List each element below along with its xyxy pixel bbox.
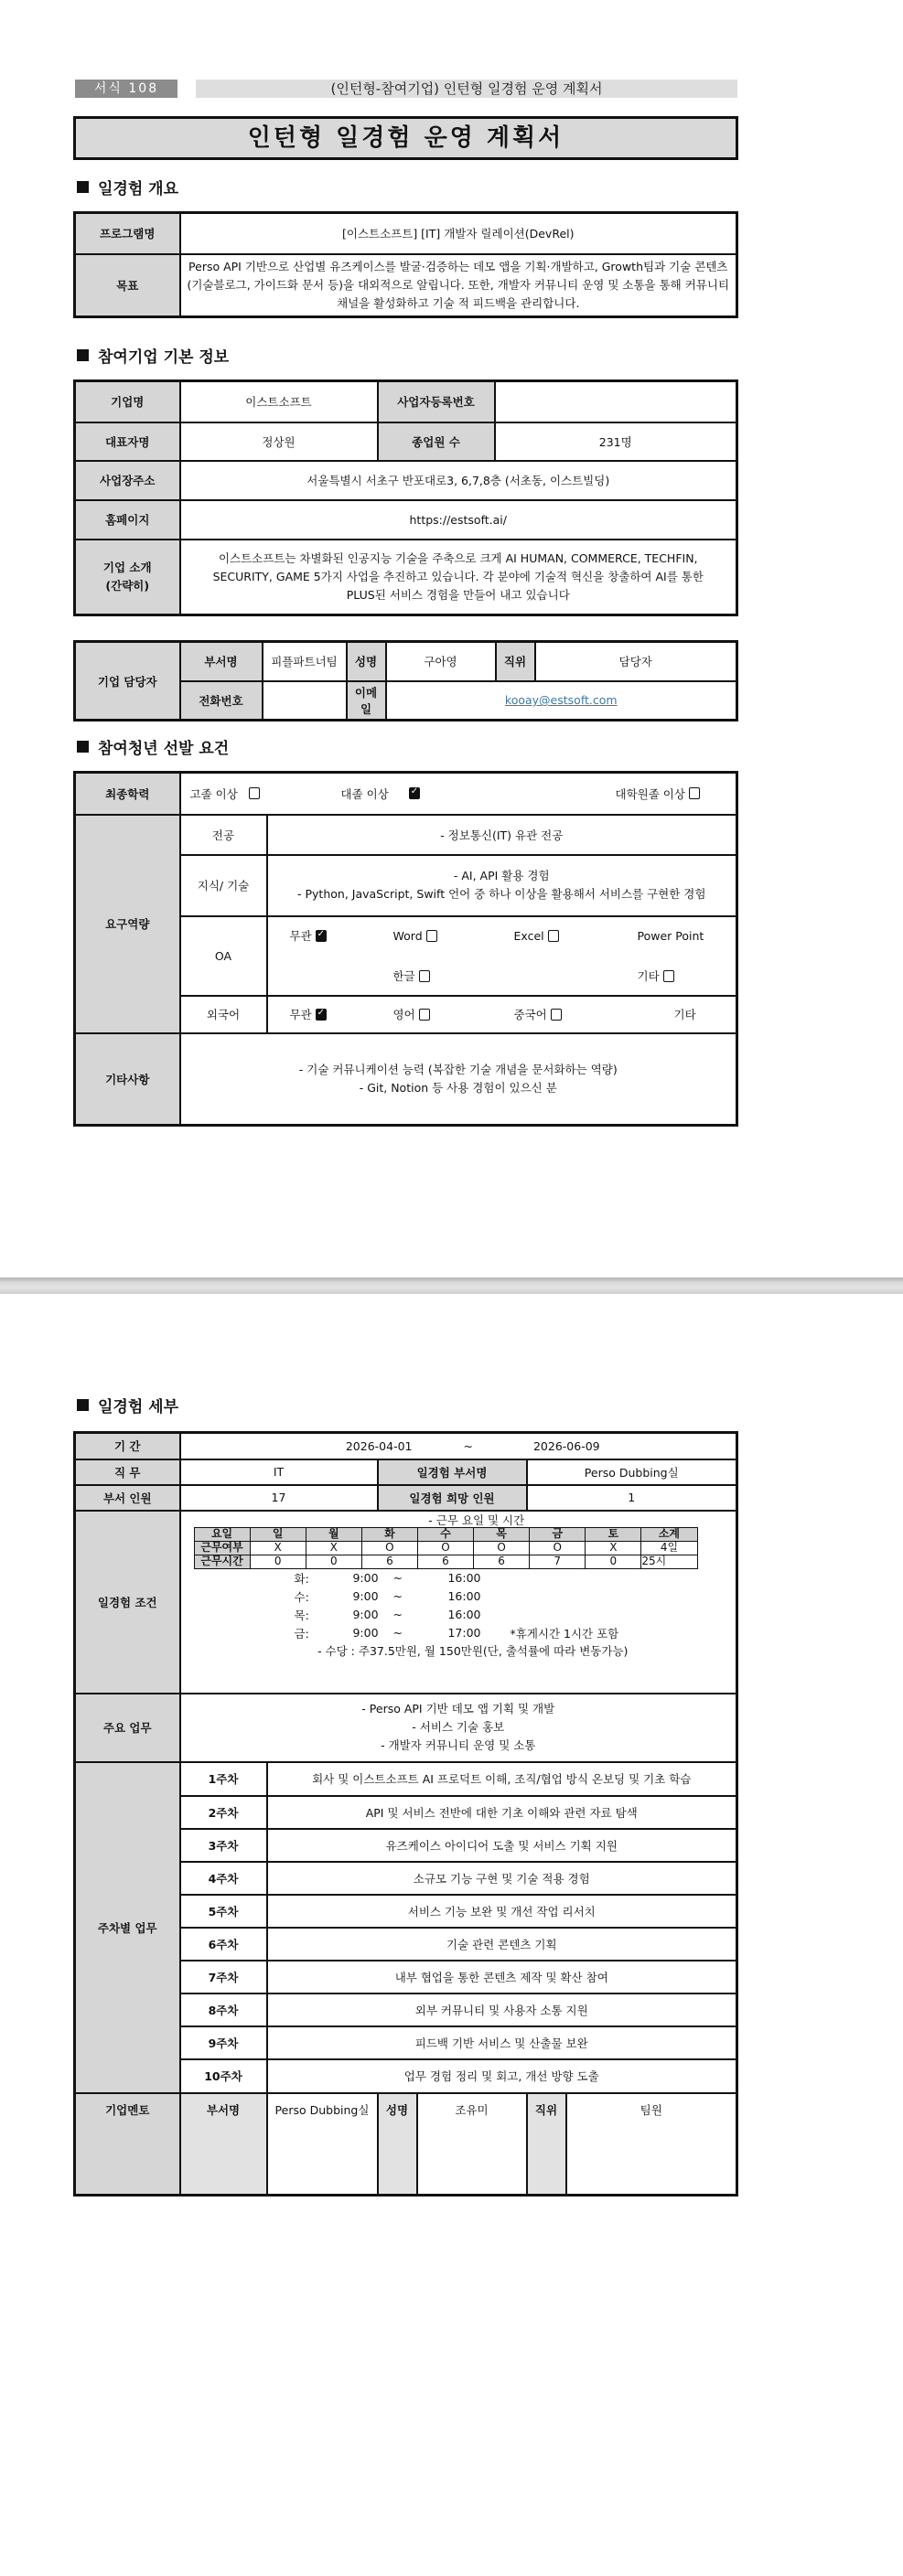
checkbox-unchecked-icon[interactable] [426, 930, 437, 942]
option-label: 기타 [673, 1008, 696, 1021]
time-end: 17:00 [447, 1626, 481, 1640]
schedule-cell: 6 [417, 1555, 473, 1568]
checkbox-unchecked-icon[interactable] [689, 787, 700, 799]
option-label: 무관 [289, 1008, 312, 1021]
week-task: 회사 및 이스트소프트 AI 프로덕트 이해, 조직/협업 방식 온보딩 및 기초 학습 [267, 1762, 737, 1796]
oa-option-powerpoint[interactable] [638, 929, 704, 943]
week-task: 외부 커뮤니티 및 사용자 소통 지원 [267, 1993, 737, 2026]
oa-label: OA [180, 916, 267, 996]
schedule-cell: 0 [250, 1555, 306, 1568]
schedule-cell: 일 [250, 1527, 306, 1541]
checkbox-unchecked-icon[interactable] [249, 787, 260, 799]
break-time-note: *휴게시간 1시간 포함 [510, 1626, 619, 1641]
allowance-text: - 수당 : 주37.5만원, 월 150만원(단, 출석률에 따라 변동가능) [317, 1643, 629, 1658]
main-task-line: - Perso API 기반 데모 앱 기획 및 개발 [361, 1702, 555, 1716]
contact-name-value: 구아영 [386, 642, 496, 681]
weekly-label: 주차별 업무 [75, 1762, 180, 2093]
form-subtitle: (인턴형-참여기업) 인턴형 일경험 운영 계획서 [196, 80, 737, 98]
schedule-header-row [194, 1527, 697, 1541]
schedule-cell: 근무시간 [194, 1555, 250, 1568]
conditions-label: 일경험 조건 [75, 1511, 180, 1694]
week-number: 5주차 [180, 1895, 267, 1928]
intro-label-line: (간략히) [105, 578, 150, 593]
schedule-cell: 4일 [641, 1541, 697, 1555]
section-title: 일경험 개요 [98, 180, 179, 198]
week-task: 기술 관련 콘텐츠 기획 [267, 1928, 737, 1961]
etc-line: - 기술 커뮤니케이션 능력 (복잡한 기술 개념을 문서화하는 역량) [298, 1062, 618, 1076]
schedule-cell: 수 [417, 1527, 473, 1541]
schedule-title: - 근무 요일 및 시간 [428, 1512, 525, 1527]
week-number: 1주차 [180, 1762, 267, 1796]
checkbox-unchecked-icon[interactable] [419, 1009, 430, 1021]
oa-option-word[interactable] [393, 929, 514, 943]
language-option-other[interactable] [674, 1006, 696, 1022]
address-label: 사업장주소 [75, 461, 180, 500]
main-tasks-label: 주요 업무 [75, 1694, 180, 1762]
schedule-cell: O [530, 1541, 586, 1555]
dept-count-label: 부서 인원 [75, 1485, 180, 1511]
schedule-cell: X [250, 1541, 306, 1555]
week-task: 내부 협업을 통한 콘텐츠 제작 및 확산 참여 [267, 1961, 737, 1993]
details-table [73, 1431, 738, 2197]
requirements-table [73, 771, 738, 1127]
schedule-cell: O [417, 1541, 473, 1555]
work-schedule-table [194, 1527, 698, 1569]
time-sep: ~ [392, 1626, 403, 1640]
schedule-cell: 0 [586, 1555, 641, 1568]
address-value: 서울특별시 서초구 반포대로3, 6,7,8층 (서초동, 이스트빌딩) [180, 461, 737, 500]
contact-position-value: 담당자 [535, 642, 737, 681]
language-option-chinese[interactable] [514, 1006, 674, 1022]
contact-email-link[interactable]: kooay@estsoft.com [504, 693, 618, 708]
etc-value [180, 1033, 737, 1126]
bullet-square-icon [77, 741, 89, 753]
mentor-dept-value: Perso Dubbing실 [267, 2093, 378, 2196]
option-label: Excel [513, 928, 544, 943]
option-label: 무관 [289, 929, 312, 943]
ceo-value: 정상원 [180, 422, 378, 461]
program-name-label: 프로그램명 [75, 213, 180, 254]
week-number: 10주차 [180, 2059, 267, 2093]
week-task: 소규모 기능 구현 및 기술 적용 경험 [267, 1862, 737, 1895]
employees-label: 종업원 수 [378, 422, 495, 461]
page-break-divider [0, 1277, 903, 1294]
schedule-cell: X [306, 1541, 361, 1555]
education-option-graduate[interactable] [616, 786, 700, 802]
checkbox-unchecked-icon[interactable] [551, 1009, 562, 1021]
weekly-row [75, 1762, 737, 1796]
dept-count-value: 17 [180, 1485, 378, 1511]
company-name-label: 기업명 [75, 381, 180, 422]
schedule-cell: X [586, 1541, 641, 1555]
skill-value [267, 855, 737, 916]
schedule-cell: 목 [474, 1527, 530, 1541]
contact-phone-value [263, 681, 347, 721]
hope-count-value: 1 [527, 1485, 737, 1511]
ceo-label: 대표자명 [75, 422, 180, 461]
schedule-cell: 0 [306, 1555, 361, 1568]
contact-phone-label: 전화번호 [180, 681, 263, 721]
oa-option-none[interactable] [290, 927, 393, 944]
business-reg-no-value [495, 381, 737, 422]
mentor-name-label: 성명 [378, 2093, 417, 2196]
form-number-badge: 서식 108 [75, 80, 177, 98]
homepage-label: 홈페이지 [75, 500, 180, 540]
section-title: 일경험 세부 [98, 1398, 179, 1416]
work-time-row [295, 1587, 733, 1606]
mentor-name-value: 조유미 [417, 2093, 527, 2196]
time-start: 9:00 [352, 1626, 379, 1640]
company-info-table [73, 379, 738, 616]
schedule-cell: O [361, 1541, 417, 1555]
bullet-square-icon [77, 181, 89, 193]
schedule-cell: 금 [530, 1527, 586, 1541]
period-value [180, 1433, 737, 1459]
education-option-college[interactable] [341, 786, 616, 802]
company-name-value: 이스트소프트 [180, 381, 378, 422]
contact-dept-label: 부서명 [180, 642, 263, 681]
language-options [267, 996, 737, 1033]
job-value: IT [180, 1459, 378, 1485]
week-number: 4주차 [180, 1862, 267, 1895]
oa-option-other[interactable] [638, 967, 674, 984]
contact-dept-value: 피플파트너팀 [263, 642, 347, 681]
checkbox-unchecked-icon[interactable] [419, 970, 430, 982]
major-label: 전공 [180, 815, 267, 855]
main-task-line: - 개발자 커뮤니티 운영 및 소통 [381, 1738, 536, 1752]
major-value: - 정보통신(IT) 유관 전공 [267, 815, 737, 855]
time-start: 9:00 [352, 1589, 379, 1603]
period-label: 기 간 [75, 1433, 180, 1459]
main-task-line: - 서비스 기술 홍보 [412, 1720, 505, 1734]
schedule-hours-row [194, 1555, 697, 1568]
schedule-cell: 근무여부 [194, 1541, 250, 1555]
section-title: 참여청년 선발 요건 [98, 740, 230, 758]
checkbox-checked-icon[interactable] [409, 787, 420, 799]
option-label: 영어 [392, 1008, 415, 1021]
dept-value: Perso Dubbing실 [527, 1459, 737, 1485]
company-intro-value: 이스트소프트는 차별화된 인공지능 기술을 주축으로 크게 AI HUMAN, COMMERCE, TECHFIN, SECURITY, GAME 5가지 사업을 추진하고 있습니다. 각 분야에 기술적 혁신을 창출하여 AI를 통한 PLUS된 서비스 경험을 만들어 내고 있습니다 [180, 540, 737, 615]
time-start: 9:00 [352, 1571, 379, 1585]
option-label: 한글 [392, 969, 415, 983]
goal-label: 목표 [75, 254, 180, 317]
section-heading-overview [77, 176, 178, 198]
conditions-value [180, 1511, 737, 1694]
oa-option-hangul[interactable] [393, 967, 638, 984]
schedule-cell: 토 [586, 1527, 641, 1541]
mentor-label: 기업멘토 [75, 2093, 180, 2196]
time-end: 16:00 [447, 1589, 481, 1603]
period-separator: ~ [463, 1438, 473, 1453]
schedule-cell: 25시 [641, 1555, 697, 1568]
schedule-cell: 월 [306, 1527, 361, 1541]
program-name-value: [이스트소프트] [IT] 개발자 릴레이션(DevRel) [180, 213, 737, 254]
skill-line: - AI, API 활용 경험 [453, 869, 550, 882]
company-intro-label [75, 540, 180, 615]
job-label: 직 무 [75, 1459, 180, 1485]
schedule-cell: 소계 [641, 1527, 697, 1541]
bullet-square-icon [77, 1399, 89, 1411]
etc-label: 기타사항 [75, 1033, 180, 1126]
document-page-2 [0, 1294, 903, 2576]
schedule-cell: O [474, 1541, 530, 1555]
week-number: 6주차 [180, 1928, 267, 1961]
checkbox-unchecked-icon[interactable] [663, 970, 674, 982]
oa-option-excel[interactable] [514, 929, 638, 943]
time-day: 수: [294, 1589, 309, 1604]
document-page-1 [0, 0, 903, 1276]
work-time-row [295, 1624, 733, 1642]
period-end: 2026-06-09 [532, 1438, 600, 1453]
option-label: 중국어 [513, 1008, 547, 1021]
mentor-row [75, 2093, 737, 2196]
option-label: Word [392, 928, 423, 943]
intro-label-line: 기업 소개 [102, 560, 152, 574]
mentor-dept-label: 부서명 [180, 2093, 267, 2196]
work-time-row [295, 1606, 733, 1624]
contact-name-label: 성명 [347, 642, 386, 681]
week-task: 업무 경험 정리 및 회고, 개선 방향 도출 [267, 2059, 737, 2093]
option-label: 대학원졸 이상 [615, 786, 685, 801]
time-day: 목: [294, 1608, 309, 1622]
week-number: 9주차 [180, 2026, 267, 2059]
contact-label: 기업 담당자 [75, 642, 180, 721]
etc-line: - Git, Notion 등 사용 경험이 있으신 분 [359, 1080, 557, 1095]
bullet-square-icon [77, 349, 89, 361]
schedule-work-row [194, 1541, 697, 1555]
section-heading-details [77, 1394, 178, 1416]
contact-email-cell [386, 681, 737, 721]
overview-table [73, 211, 738, 318]
oa-options [267, 916, 737, 996]
week-task: 피드백 기반 서비스 및 산출물 보완 [267, 2026, 737, 2059]
schedule-cell: 6 [474, 1555, 530, 1568]
goal-value: Perso API 기반으로 산업별 유즈케이스를 발굴·검증하는 데모 앱을 기획·개발하고, Growth팀과 기술 콘텐츠(기술블로그, 가이드화 문서 등)을 대외적으로 알립니다. 또한, 개발자 커뮤니티 운영 및 소통을 통해 커뮤니티 채널을 활성화하고 기술 적 피드백을 관리합니다. [180, 254, 737, 317]
week-number: 8주차 [180, 1993, 267, 2026]
checkbox-checked-icon[interactable] [316, 1009, 327, 1021]
week-number: 3주차 [180, 1829, 267, 1862]
week-number: 2주차 [180, 1796, 267, 1829]
option-label: 고졸 이상 [189, 786, 238, 801]
language-option-none[interactable] [290, 1006, 393, 1022]
section-title: 참여기업 기본 정보 [98, 348, 230, 367]
option-label: Power Point [637, 928, 704, 943]
checkbox-unchecked-icon[interactable] [548, 930, 559, 942]
contact-position-label: 직위 [496, 642, 535, 681]
skill-line: - Python, JavaScript, Swift 언어 중 하나 이상을 활용해서 서비스를 구현한 경험 [297, 887, 706, 901]
skill-label: 지식/ 기술 [180, 855, 267, 916]
week-task: 서비스 기능 보완 및 개선 작업 리서치 [267, 1895, 737, 1928]
dept-label: 일경험 부서명 [378, 1459, 527, 1485]
section-heading-requirements [77, 735, 229, 758]
checkbox-checked-icon[interactable] [316, 930, 327, 942]
schedule-cell: 요일 [194, 1527, 250, 1541]
mentor-position-value: 팀원 [566, 2093, 737, 2196]
time-sep: ~ [392, 1571, 403, 1585]
main-tasks-value [180, 1694, 737, 1762]
mentor-position-label: 직위 [527, 2093, 566, 2196]
employees-value: 231명 [495, 422, 737, 461]
education-options [180, 773, 737, 815]
option-label: 대졸 이상 [340, 786, 389, 801]
time-start: 9:00 [352, 1608, 379, 1621]
work-time-row [295, 1569, 733, 1587]
schedule-cell: 7 [530, 1555, 586, 1568]
schedule-cell: 화 [361, 1527, 417, 1541]
option-label: 기타 [637, 969, 660, 983]
education-option-highschool[interactable] [190, 786, 341, 802]
week-task: API 및 서비스 전반에 대한 기초 이해와 관련 자료 탐색 [267, 1796, 737, 1829]
document-title: 인턴형 일경험 운영 계획서 [73, 116, 738, 160]
week-number: 7주차 [180, 1961, 267, 1993]
language-option-english[interactable] [393, 1006, 514, 1022]
time-day: 화: [294, 1571, 309, 1586]
time-sep: ~ [392, 1608, 403, 1621]
homepage-value[interactable]: https://estsoft.ai/ [180, 500, 737, 540]
education-label: 최종학력 [75, 773, 180, 815]
time-sep: ~ [392, 1589, 403, 1603]
work-times [295, 1569, 733, 1642]
hope-count-label: 일경험 희망 인원 [378, 1485, 527, 1511]
time-day: 금: [294, 1626, 309, 1641]
time-end: 16:00 [447, 1571, 481, 1585]
competency-label: 요구역량 [75, 815, 180, 1033]
language-label: 외국어 [180, 996, 267, 1033]
business-reg-no-label: 사업자등록번호 [378, 381, 495, 422]
contact-table [73, 640, 738, 721]
period-start: 2026-04-01 [345, 1438, 413, 1453]
contact-email-label: 이메일 [347, 681, 386, 721]
schedule-cell: 6 [361, 1555, 417, 1568]
section-heading-company [77, 344, 229, 367]
week-task: 유즈케이스 아이디어 도출 및 서비스 기획 지원 [267, 1829, 737, 1862]
time-end: 16:00 [447, 1608, 481, 1621]
